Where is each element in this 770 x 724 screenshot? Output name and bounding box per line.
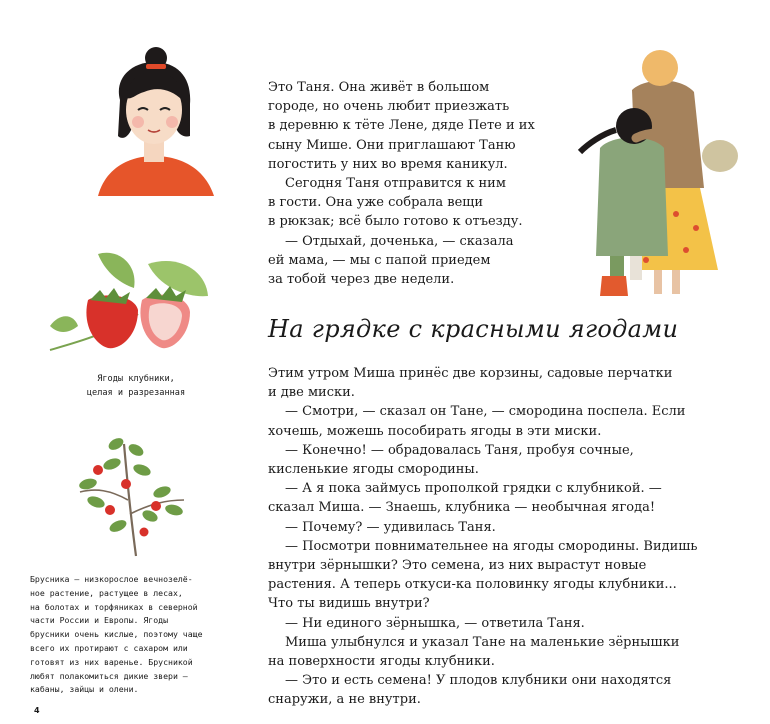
lingonberry-illustration [66, 430, 196, 560]
page-number: 4 [34, 706, 40, 715]
strawberries-illustration [38, 244, 218, 364]
girl-portrait-illustration [92, 38, 222, 198]
hugging-family-illustration [572, 38, 752, 300]
lingonberry-note: Брусника — низкорослое вечнозелё- ное растение, растущее в лесах, на болотах и торфяниках в северной части России и Европы. Ягоды брусники очень кислые, поэтому чаще всего их протирают с сахаром или готовят из них варенье. Брусникой любят полакомиться дикие звери — кабаны, зайцы и олени. [30, 574, 203, 695]
strawberry-caption: Ягоды клубники, целая и разрезанная [86, 374, 186, 398]
section-heading: На грядке с красными ягодами [268, 315, 679, 343]
intro-paragraph: Это Таня. Она живёт в большом городе, но очень любит приезжать в деревню к тёте Лене, дяде Пете и их сыну Мише. Они приглашают Таню погостить у них во время каникул. Сегодня Таня отправится к ним в гости. Она уже собрала вещи в рюкзак; всё было готово к отъезду. — Отдыхай, доченька, — сказала ей мама, — мы с папой приедем за тобой через две недели. [268, 80, 535, 288]
story-text: Этим утром Миша принёс две корзины, садовые перчатки и две миски. — Смотри, — сказал он Тане, — смородина поспела. Если хочешь, можешь пособирать ягоды в эти миски. — Конечно! — обрадовалась Таня, пробуя сочные, кисленькие ягоды смородины. — А я пока займусь прополкой грядки с клубникой. — сказал Миша. — Знаешь, клубника — необычная ягода! — Почему? — удивилась Таня. — Посмотри повнимательнее на ягоды смородины. Видишь внутри зёрнышки? Это семена, из них вырастут новые растения. А теперь откуси-ка половинку ягоды клубники... Что ты видишь внутри? — Ни единого зёрнышка, — ответила Таня. Миша улыбнулся и указал Тане на маленькие зёрнышки на поверхности ягоды клубники. — Это и есть семена! У плодов клубники они находятся снаружи, а не внутри. [268, 366, 698, 708]
